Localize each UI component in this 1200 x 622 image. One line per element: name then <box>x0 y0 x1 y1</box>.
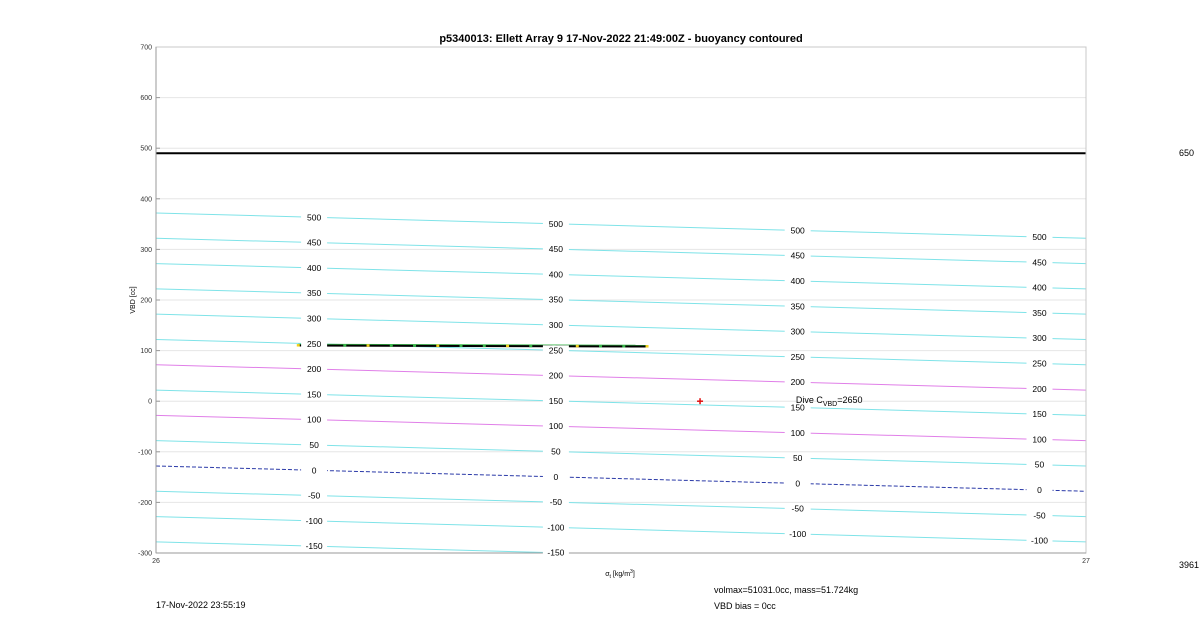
contour-label: 200 <box>790 377 805 388</box>
contour-label: 300 <box>307 313 322 324</box>
dive-track-sample <box>367 344 370 347</box>
contour-line <box>156 390 1086 415</box>
contour-label: 50 <box>309 439 319 450</box>
contour-label: 500 <box>307 212 322 223</box>
dive-track-sample <box>622 345 625 348</box>
x-axis-label-units: [kg/m <box>612 571 631 578</box>
contour-label: 250 <box>790 351 805 362</box>
dive-track-sample <box>413 344 416 347</box>
y-tick-label: 300 <box>140 246 152 254</box>
y-tick-label: 500 <box>140 145 152 153</box>
contour-label: -50 <box>307 490 321 501</box>
dive-track-sample <box>576 345 579 348</box>
contour-label: 100 <box>1032 434 1047 445</box>
y-tick-label: 0 <box>148 398 152 406</box>
chart-title: p5340013: Ellett Array 9 17-Nov-2022 21:49:00Z - buoyancy contoured <box>439 33 803 45</box>
dive-annotation-value: =2650 <box>837 395 863 406</box>
dive-annotation-sub: VBD <box>822 401 838 409</box>
contour-label: 150 <box>790 402 805 413</box>
dive-track-sample <box>599 345 602 348</box>
contour-label: 300 <box>790 326 805 337</box>
contour-label: 50 <box>792 453 803 464</box>
contour-label: 400 <box>548 269 563 280</box>
y-tick-label: 100 <box>140 348 152 356</box>
contour-label: 500 <box>790 225 805 236</box>
y-tick-label: -100 <box>137 449 152 457</box>
contour-label: 300 <box>1032 333 1047 344</box>
contour-label: 100 <box>307 414 322 425</box>
y-tick-label: 200 <box>140 297 152 305</box>
x-tick-label: 26 <box>152 558 160 565</box>
dive-track-sample <box>297 344 300 347</box>
contour-label: 50 <box>1034 459 1045 470</box>
y-tick-label: -200 <box>137 499 152 507</box>
volmax-note: volmax=51031.0cc, mass=51.724kg <box>714 585 859 595</box>
contour-line <box>156 314 1086 339</box>
contour-label: -150 <box>305 541 323 552</box>
contour-label: 250 <box>1032 358 1047 369</box>
y-tick-label: 700 <box>140 44 152 52</box>
contour-label: -50 <box>1033 510 1046 521</box>
x-axis-label-close: ] <box>632 571 635 578</box>
contour-label: -100 <box>305 515 323 526</box>
vbd-bias-note: VBD bias = 0cc <box>714 601 776 611</box>
contour-label: 0 <box>553 471 559 482</box>
x-tick-label: 27 <box>1082 558 1090 565</box>
contour-lines <box>156 153 1086 567</box>
footer-date: 17-Nov-2022 23:55:19 <box>156 600 246 610</box>
contour-label: 0 <box>795 478 801 489</box>
contour-line <box>156 289 1086 314</box>
contour-line <box>156 238 1086 263</box>
dive-track-sample <box>646 345 649 348</box>
dive-track-sample <box>460 345 463 348</box>
contour-label: -100 <box>789 529 807 540</box>
contour-label: 350 <box>548 294 563 305</box>
y-tick-label: -300 <box>137 550 152 558</box>
contour-label: -50 <box>791 503 804 514</box>
contour-label: 500 <box>548 218 563 229</box>
contour-label: 450 <box>790 250 805 261</box>
dive-track <box>298 346 647 347</box>
contour-label: 100 <box>548 421 563 432</box>
contour-label: 500 <box>1032 232 1047 243</box>
contour-label: 250 <box>307 338 322 349</box>
contour-label: 200 <box>548 370 563 381</box>
contour-label: 50 <box>551 446 561 457</box>
contour-label: 350 <box>1032 307 1047 318</box>
contour-label: 0 <box>311 465 317 476</box>
contour-label: 400 <box>790 276 805 287</box>
contour-label: 350 <box>790 301 805 312</box>
contour-line <box>156 466 1086 491</box>
contour-line <box>156 264 1086 289</box>
grid-lines <box>156 47 1086 553</box>
contour-label: 200 <box>1032 383 1047 394</box>
dive-track-sample <box>529 345 532 348</box>
contour-line <box>156 339 1086 364</box>
contour-label: 150 <box>1032 409 1047 420</box>
dive-track-sample <box>436 344 439 347</box>
contour-line <box>156 213 1086 238</box>
contour-label: 450 <box>548 244 563 255</box>
dive-track-sample <box>506 345 509 348</box>
contour-label: 300 <box>548 320 563 331</box>
x-axis-label <box>605 569 635 580</box>
right-bottom-label: 3961 <box>1179 560 1200 570</box>
contour-line <box>156 542 1086 567</box>
contour-line <box>156 491 1086 516</box>
contour-label: -100 <box>547 522 565 533</box>
right-top-label: 650 <box>1179 148 1195 158</box>
dive-track-sample <box>343 344 346 347</box>
dive-annotation-main: Dive C <box>795 395 823 406</box>
contour-label: -50 <box>549 497 563 508</box>
contour-line <box>156 415 1086 440</box>
contour-line <box>156 517 1086 542</box>
contour-label: 450 <box>307 237 322 248</box>
contour-label: 150 <box>548 395 563 406</box>
contour-label: 150 <box>307 389 322 400</box>
x-axis-label-sub: t <box>609 574 611 580</box>
contour-label: 400 <box>1032 282 1047 293</box>
contour-line <box>156 441 1086 466</box>
contour-label: 350 <box>307 288 322 299</box>
y-axis-label: VBD [cc] <box>130 286 137 314</box>
contour-label: -150 <box>547 547 565 558</box>
contour-label: -100 <box>1030 535 1049 546</box>
contour-label: 400 <box>307 262 322 273</box>
contour-label: 200 <box>307 364 322 375</box>
y-tick-label: 600 <box>140 95 152 103</box>
contour-label: 450 <box>1032 257 1047 268</box>
y-tick-label: 400 <box>140 196 152 204</box>
tick-labels <box>138 45 1090 566</box>
contour-line <box>156 365 1086 390</box>
contour-label: 100 <box>790 427 805 438</box>
dive-track-sample <box>390 344 393 347</box>
x-axis-label-sup: 3 <box>630 569 633 575</box>
contour-label: 250 <box>548 345 563 356</box>
contour-label: 0 <box>1037 485 1042 496</box>
x-axis-label-main: σ <box>605 571 610 578</box>
dive-track-sample <box>483 345 486 348</box>
